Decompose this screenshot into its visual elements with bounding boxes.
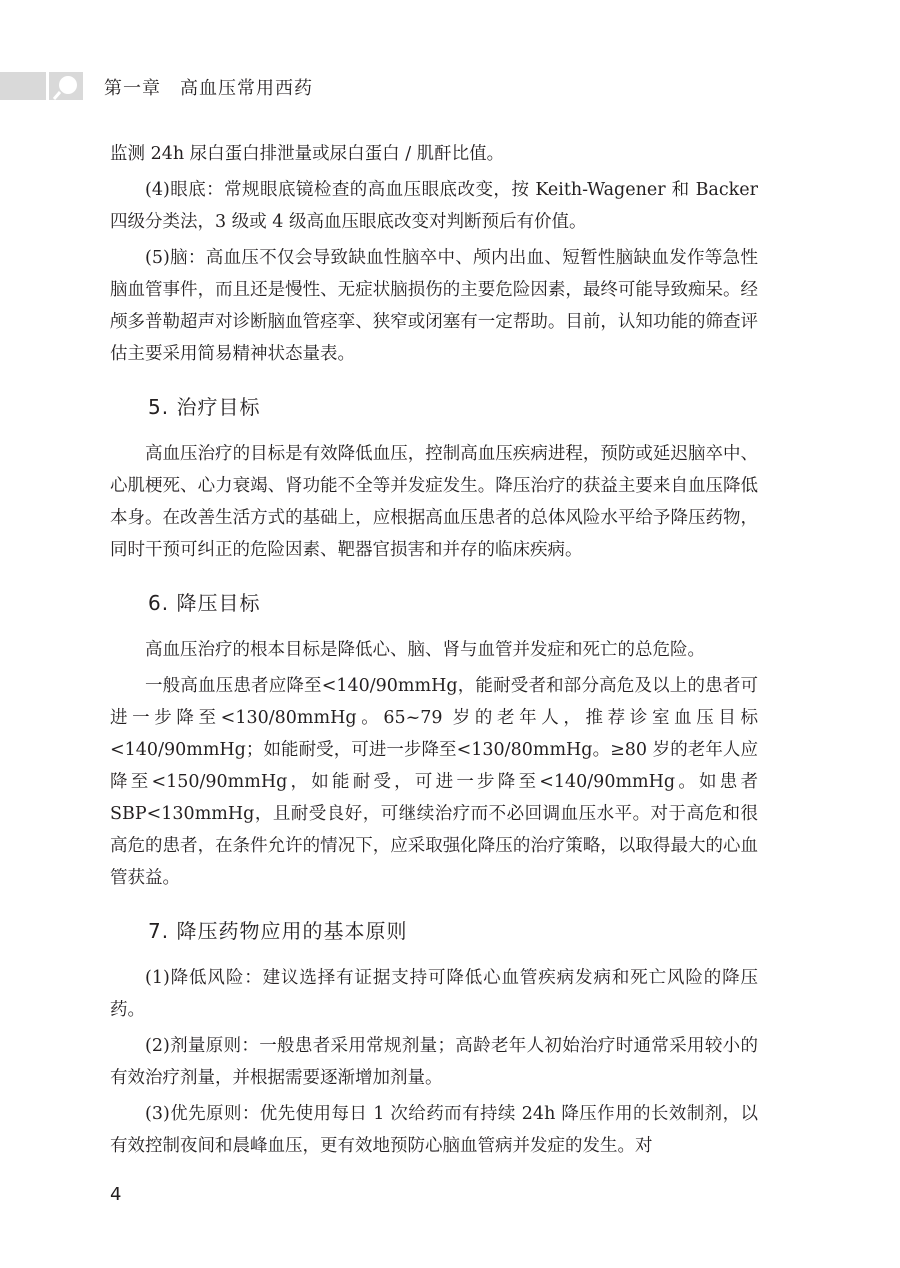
paragraph: 高血压治疗的目标是有效降低血压，控制高血压疾病进程，预防或延迟脑卒中、心肌梗死、心力衰竭、肾功能不全等并发症发生。降压治疗的获益主要来自血压降低本身。在改善生活方式的基础上，应根据高血压患者的总体风险水平给予降压药物，同时干预可纠正的危险因素、靶器官损害和并存的临床疾病。 xyxy=(110,444,758,560)
page-number: 4 xyxy=(110,1184,122,1205)
section-heading: 7. 降压药物应用的基本原则 xyxy=(148,919,408,943)
paragraph: (2)剂量原则：一般患者采用常规剂量；高龄老年人初始治疗时通常采用较小的有效治疗剂量，并根据需要逐渐增加剂量。 xyxy=(110,1036,758,1088)
paragraph: (1)降低风险：建议选择有证据支持可降低心血管疾病发病和死亡风险的降压药。 xyxy=(110,968,758,1020)
paragraph: 监测 24h 尿白蛋白排泄量或尿白蛋白 / 肌酐比值。 xyxy=(110,144,505,164)
paragraph: 一般高血压患者应降至<140/90mmHg，能耐受者和部分高危及以上的患者可进一步降至<130/80mmHg。65~79 岁的老年人，推荐诊室血压目标<140/90mmHg；如能耐受，可进一步降至<130/80mmHg。≥80 岁的老年人应降至<150/90mmHg，如能耐受，可进一步降至<140/90mmHg。如患者 SBP<130mmHg，且耐受良好，可继续治疗而不必回调血压水平。对于高危和很高危的患者，在条件允许的情况下，应采取强化降压的治疗策略，以取得最大的心血管获益。 xyxy=(110,676,758,888)
magnifier-icon xyxy=(49,72,83,100)
section-heading: 5. 治疗目标 xyxy=(148,395,261,419)
paragraph: 高血压治疗的根本目标是降低心、脑、肾与血管并发症和死亡的总危险。 xyxy=(145,640,705,660)
page-content xyxy=(110,138,758,1162)
header-bar xyxy=(0,72,46,100)
paragraph: (5)脑：高血压不仅会导致缺血性脑卒中、颅内出血、短暂性脑缺血发作等急性脑血管事件，而且还是慢性、无症状脑损伤的主要危险因素，最终可能导致痴呆。经颅多普勒超声对诊断脑血管痉挛、狭窄或闭塞有一定帮助。目前，认知功能的筛查评估主要采用简易精神状态量表。 xyxy=(110,248,758,364)
chapter-title: 第一章 高血压常用西药 xyxy=(104,78,313,99)
paragraph: (3)优先原则：优先使用每日 1 次给药而有持续 24h 降压作用的长效制剂，以有效控制夜间和晨峰血压，更有效地预防心脑血管病并发症的发生。对 xyxy=(110,1104,758,1156)
section-heading: 6. 降压目标 xyxy=(148,591,261,615)
paragraph: (4)眼底：常规眼底镜检查的高血压眼底改变，按 Keith-Wagener 和 Backer 四级分类法，3 级或 4 级高血压眼底改变对判断预后有价值。 xyxy=(110,180,758,232)
